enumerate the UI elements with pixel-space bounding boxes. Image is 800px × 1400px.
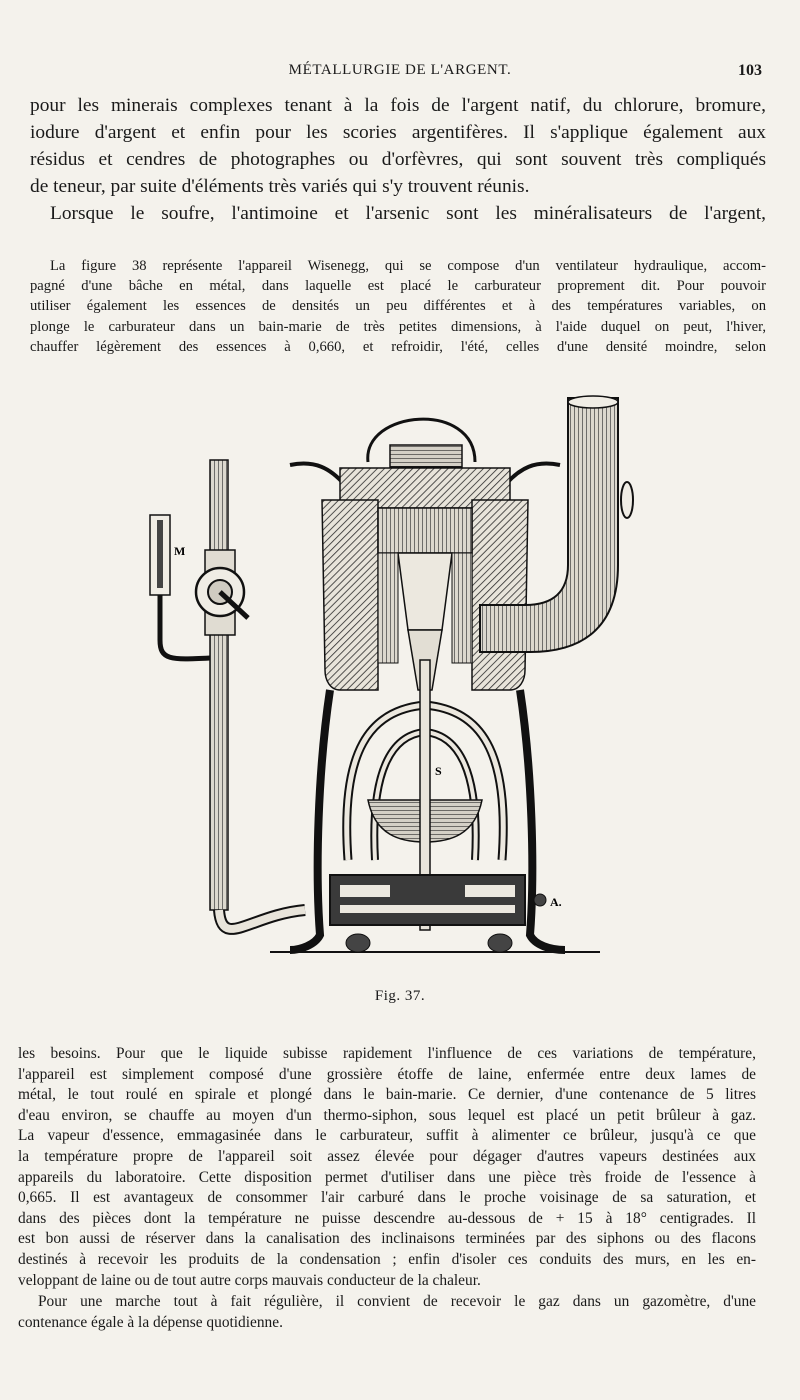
text-line: veloppant de laine ou de tout autre corps mauvais conducteur de la chaleur. [18,1271,481,1289]
apparatus-engraving [130,390,650,960]
main-body [322,468,528,690]
text-line: d'eau environ, se chauffe au moyen d'un thermo-siphon, sous lequel est placé un petit brûleur à gaz. [18,1106,756,1124]
paragraph-final [18,1292,756,1333]
text-line: la température propre de l'appareil soit assez élevée pour dégager d'autres vapeurs destinées aux [18,1147,756,1165]
text-line: est bon aussi de réserver dans la canalisation des inclinaisons terminées par des siphons ou des flacons [18,1230,756,1248]
text-line: l'appareil est simplement composé d'une grossière étoffe de laine, enfermée entre deux lames de [18,1065,756,1083]
paragraph-figure-description [30,256,766,357]
base-box [330,875,562,925]
valve [196,550,248,635]
paragraph-sulfur [30,200,766,227]
page-number: 103 [738,62,762,79]
text-line: chauffer légèrement des essences à 0,660, et refroidir, l'été, celles d'une densité moindre, selon [30,338,766,355]
text-line: pagné d'une bâche en métal, dans laquelle est placé le carburateur proprement dit. Pour pouvoir [30,278,766,295]
text-line: Lorsque le soufre, l'antimoine et l'arsenic sont les minéralisateurs de l'argent, [50,203,766,224]
text-line: métal, le tout roulé en spirale et plongé dans le bain-marie. Ce dernier, d'une contenance de 5 litres [18,1086,756,1104]
label-a: A. [550,895,562,909]
running-head [30,62,770,84]
text-line: plonge le carburateur dans un bain-marie de très petites dimensions, à l'aide duquel on peut, l'hiver, [30,318,766,335]
text-line: Pour une marche tout à fait régulière, il convient de recevoir le gaz dans un gazomètre, d'une [38,1293,756,1310]
text-line: 0,665. Il est avantageux de consommer l'air carburé dans le proche voisinage de sa saturation, et [18,1189,756,1207]
label-m: M [174,544,186,558]
text-line: La vapeur d'essence, emmagasinée dans le carburateur, suffit à alimenter ce brûleur, jusqu'à ce que [18,1127,756,1145]
label-s: S [435,764,442,778]
text-line: appareils du laboratoire. Cette disposition permet d'utiliser dans une pièce très froide de l'essence à [18,1168,756,1186]
text-line: utiliser également les essences de densités un peu différentes et à des températures variables, on [30,298,766,315]
vertical-pipe [210,460,305,929]
text-line: contenance égale à la dépense quotidienne. [18,1313,283,1331]
text-line: iodure d'argent et enfin pour les scories argentifères. Il s'applique également aux [30,122,766,143]
text-line: dans des pièces dont la température ne puisse descendre au-dessous de + 15 à 18° centigrades. Il [18,1209,756,1227]
running-title: MÉTALLURGIE DE L'ARGENT. [288,62,512,78]
text-line: résidus et cendres de photographes ou d'orfèvres, qui sont souvent très compliqués [30,149,766,170]
text-line: La figure 38 représente l'appareil Wisenegg, qui se compose d'un ventilateur hydraulique, accom- [50,258,766,274]
paragraph-intro [30,92,766,200]
text-line: pour les minerais complexes tenant à la fois de l'argent natif, du chlorure, bromure, [30,95,766,116]
figure-caption: Fig. 37. [374,988,426,1004]
text-line: les besoins. Pour que le liquide subisse rapidement l'influence de ces variations de température, [18,1045,756,1062]
text-line: de teneur, par suite d'éléments très variés qui s'y trouvent réunis. [30,176,530,197]
paragraph-continuation [18,1044,756,1291]
text-line: destinés à recevoir les produits de la condensation ; enfin d'isoler ces conduits des murs, en les en- [18,1250,756,1268]
